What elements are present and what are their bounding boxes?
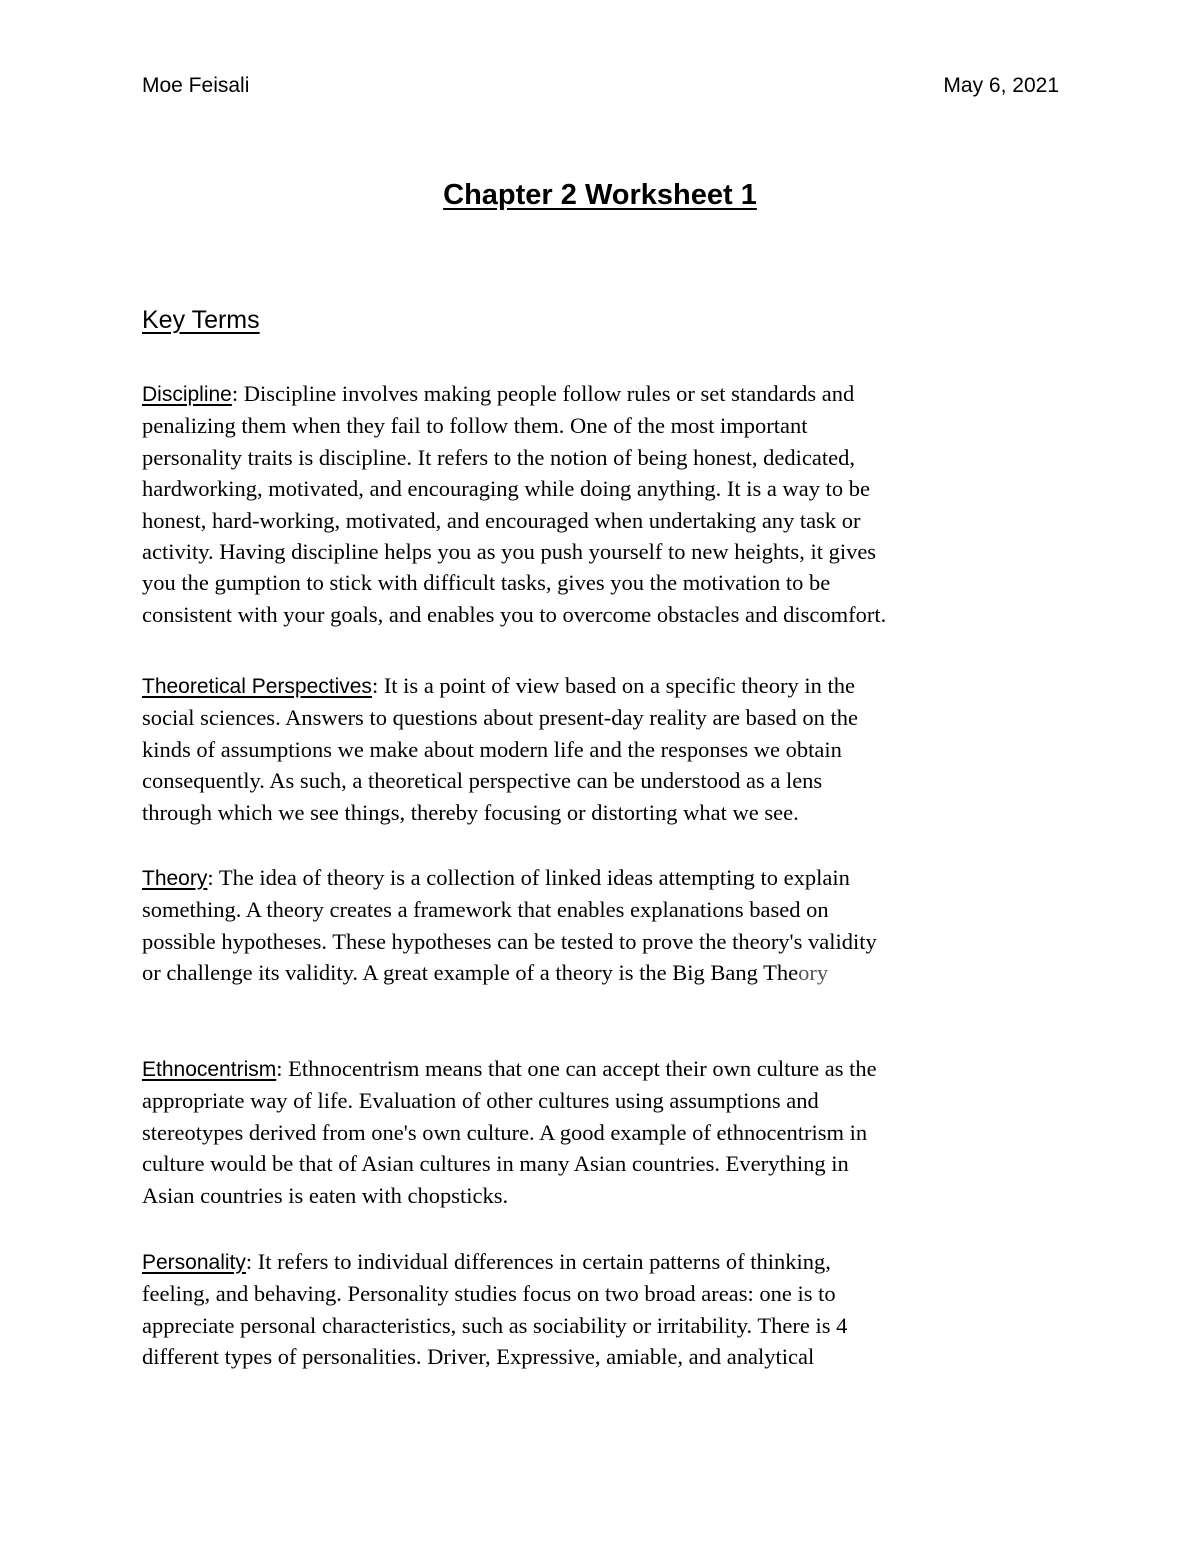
- entry-line: you the gumption to stick with difficult tasks, gives you the motivation to be: [142, 570, 831, 596]
- entry-line: consequently. As such, a theoretical perspective can be understood as a lens: [142, 768, 823, 794]
- author-name: Moe Feisali: [142, 74, 250, 97]
- entry-theoretical-perspectives: [142, 670, 1062, 828]
- entry-line: Discipline: Discipline involves making people follow rules or set standards and: [142, 381, 855, 406]
- entry-line: Personality: It refers to individual differences in certain patterns of thinking,: [142, 1249, 831, 1274]
- entry-line: appropriate way of life. Evaluation of other cultures using assumptions and: [142, 1088, 819, 1114]
- entry-line: something. A theory creates a framework that enables explanations based on: [142, 897, 829, 923]
- entry-ethnocentrism: [142, 1053, 1062, 1211]
- entry-line: culture would be that of Asian cultures in many Asian countries. Everything in: [142, 1151, 849, 1177]
- entry-line: social sciences. Answers to questions about present-day reality are based on the: [142, 705, 859, 731]
- term-discipline: Discipline: [142, 383, 232, 406]
- document-date: May 6, 2021: [943, 74, 1059, 97]
- term-personality: Personality: [142, 1251, 246, 1274]
- term-ethnocentrism: Ethnocentrism: [142, 1058, 277, 1081]
- entry-line: penalizing them when they fail to follow them. One of the most important: [142, 413, 808, 439]
- entry-line: different types of personalities. Driver, Expressive, amiable, and analytical: [142, 1344, 815, 1370]
- term-theoretical-perspectives: Theoretical Perspectives: [142, 675, 372, 698]
- entry-line: stereotypes derived from one's own culture. A good example of ethnocentrism in: [142, 1119, 868, 1145]
- entry-line: honest, hard-working, motivated, and encouraged when undertaking any task or: [142, 507, 861, 533]
- entry-line: through which we see things, thereby focusing or distorting what we see.: [142, 799, 799, 825]
- entry-line: Asian countries is eaten with chopsticks.: [142, 1182, 509, 1208]
- entry-line: appreciate personal characteristics, such as sociability or irritability. There is 4: [142, 1312, 848, 1338]
- entry-personality: [142, 1246, 1062, 1373]
- entry-line: possible hypotheses. These hypotheses can be tested to prove the theory's validity: [142, 928, 877, 954]
- page-title: Chapter 2 Worksheet 1: [443, 179, 757, 211]
- entry-line: kinds of assumptions we make about modern life and the responses we obtain: [142, 736, 842, 762]
- entry-line: Theoretical Perspectives: It is a point of view based on a specific theory in the: [142, 673, 855, 698]
- entry-line: or challenge its validity. A great example of a theory is the Big Bang Theory: [142, 960, 829, 986]
- term-theory: Theory: [142, 867, 208, 890]
- entry-line: Theory: The idea of theory is a collection of linked ideas attempting to explain: [142, 865, 850, 890]
- entry-discipline: [142, 378, 1062, 630]
- entry-line: consistent with your goals, and enables you to overcome obstacles and discomfort.: [142, 601, 887, 627]
- entry-line: activity. Having discipline helps you as you push yourself to new heights, it gives: [142, 539, 877, 565]
- entry-line: personality traits is discipline. It refers to the notion of being honest, dedicated,: [142, 444, 855, 470]
- entry-line: feeling, and behaving. Personality studies focus on two broad areas: one is to: [142, 1281, 836, 1307]
- entry-line: Ethnocentrism: Ethnocentrism means that one can accept their own culture as the: [142, 1056, 877, 1081]
- entry-line: hardworking, motivated, and encouraging while doing anything. It is a way to be: [142, 476, 870, 502]
- section-heading-key-terms: Key Terms: [142, 306, 260, 334]
- entry-theory: [142, 862, 1062, 989]
